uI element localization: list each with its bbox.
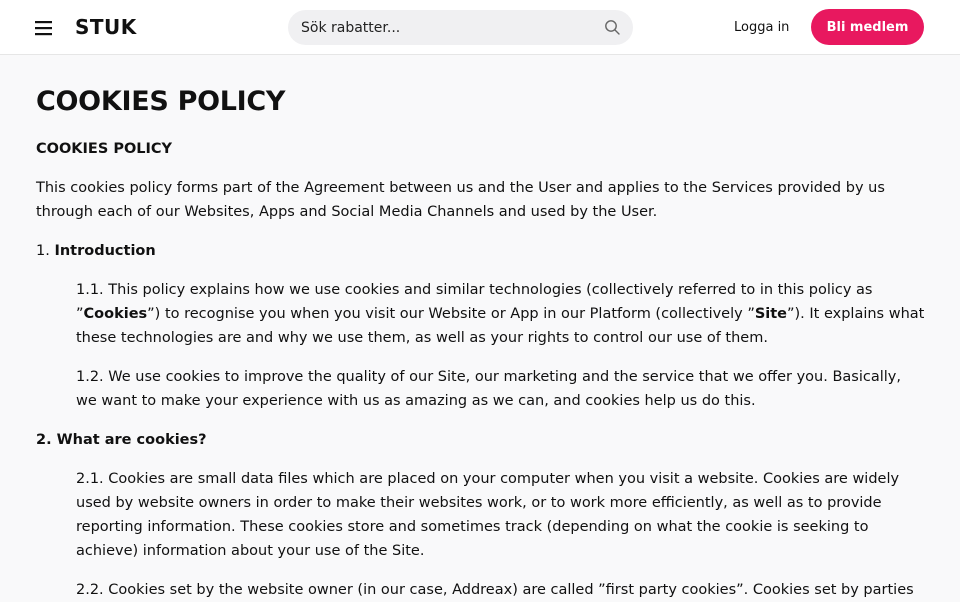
- join-button[interactable]: Bli medlem: [811, 9, 924, 45]
- paragraph-1-1-part-b: ”) to recognise you when you visit our Website or App in our Platform (collectively ”: [147, 306, 755, 322]
- section-2-title: 2. What are cookies?: [36, 432, 207, 448]
- search-icon[interactable]: [604, 19, 621, 36]
- paragraph-1-1-bold-site: Site: [754, 306, 788, 322]
- top-header: [0, 0, 960, 55]
- paragraph-1-1: [36, 278, 926, 350]
- search-input[interactable]: [288, 10, 588, 45]
- intro-paragraph: This cookies policy forms part of the Agreement between us and the User and applies to the Services provided by us through each of our Websites, Apps and Social Media Channels and used by the User.: [36, 180, 885, 220]
- section-1-number: 1.: [36, 243, 50, 259]
- paragraph-1-1-part-a: 1.1. This policy explains how we use cookies and similar technologies (collectively referred to in this policy as ”: [76, 282, 873, 322]
- paragraph-1-2: 1.2. We use cookies to improve the quality of our Site, our marketing and the service that we offer you. Basically, we want to make your experience with us as amazing as we can, and cookies help us do this.: [76, 369, 901, 409]
- policy-content: [36, 56, 926, 602]
- section-1-title: Introduction: [54, 243, 156, 259]
- login-link[interactable]: Logga in: [734, 20, 790, 35]
- policy-subtitle-text: COOKIES POLICY: [36, 141, 173, 157]
- section-1-heading: [36, 239, 926, 263]
- paragraph-1-1-part-c: ”). It explains what these technologies are and why we use them, as well as your rights to control our use of them.: [76, 306, 925, 346]
- paragraph-2-1: 2.1. Cookies are small data files which are placed on your computer when you visit a website. Cookies are widely used by website owners in order to make their websites work, or to work more efficiently, as well as to provide reporting information. These cookies store and sometimes track (depending on what the cookie is seeking to achieve) information about your use of the Site.: [76, 471, 900, 559]
- section-2-heading: [36, 428, 926, 452]
- paragraph-2-2: 2.2. Cookies set by the website owner (in our case, Addreax) are called ”first party cookies”. Cookies set by parties: [76, 582, 914, 598]
- paragraph-1-1-bold-cookies: Cookies: [83, 306, 148, 322]
- menu-icon[interactable]: [32, 17, 56, 39]
- search-bar: [288, 10, 633, 45]
- policy-subtitle: [36, 137, 926, 161]
- logo[interactable]: STUK: [75, 15, 137, 39]
- page-title: COOKIES POLICY: [36, 86, 286, 117]
